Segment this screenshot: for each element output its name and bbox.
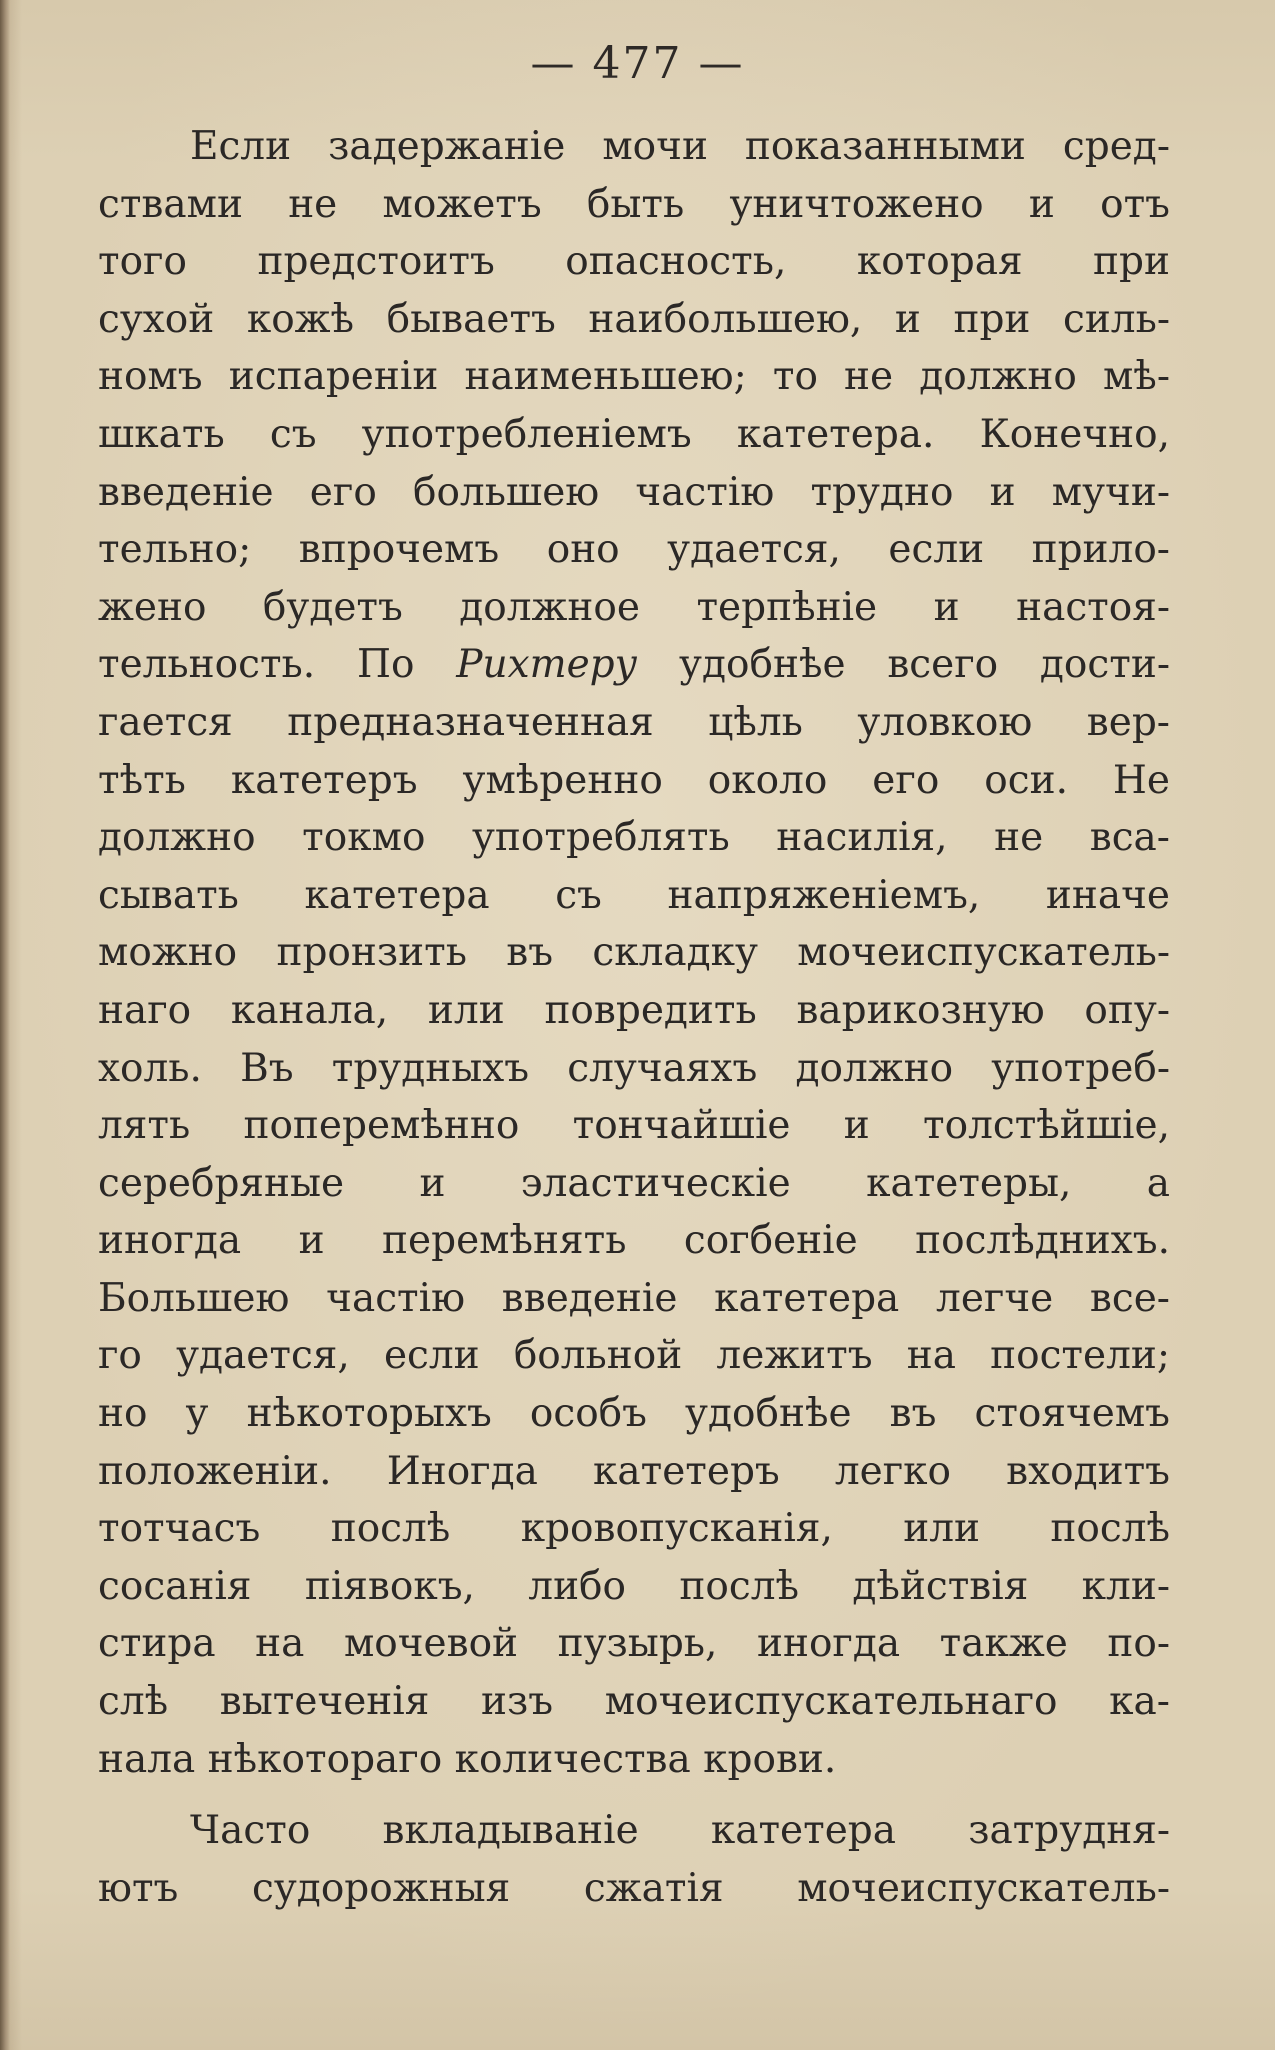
text-line: того предстоитъ опасность, которая при [98,239,1170,285]
text-line: иногда и перемѣнять согбеніе послѣднихъ. [98,1218,1170,1264]
text-line: Если задержаніе мочи показанными сред- [190,124,1170,169]
text-line: сосанія піявокъ, либо послѣ дѣйствія кли- [98,1563,1170,1609]
paragraph [98,1802,1170,1917]
text-line: положеніи. Иногда катетеръ легко входитъ [98,1448,1170,1494]
text-line: Большею частію введеніе катетера легче все- [98,1275,1170,1321]
text-line: гается предназначенная цѣль уловкою вер- [98,699,1170,745]
text-line: должно токмо употреблять насилія, не вса- [98,815,1170,861]
text-line: жено будетъ должное терпѣніе и настоя- [98,584,1170,630]
italic-name: Рихтеру [456,642,638,688]
text-line: шкать съ употребленіемъ катетера. Конечно, [98,411,1170,457]
text-line: тельно; впрочемъ оно удается, если прило- [98,527,1170,573]
binding-edge [0,0,10,2050]
text-line: но у нѣкоторыхъ особъ удобнѣе въ стоячемъ [98,1391,1170,1437]
body-text [98,118,1170,1917]
text-line: слѣ вытеченія изъ мочеиспускательнаго ка- [98,1679,1170,1725]
text-line: холь. Въ трудныхъ случаяхъ должно употреб- [98,1045,1170,1091]
text-line: можно пронзить въ складку мочеиспускатель- [98,930,1170,976]
text-line: тѣть катетеръ умѣренно около его оси. Не [98,757,1170,803]
text-line: тотчасъ послѣ кровопусканія, или послѣ [98,1506,1170,1552]
paragraph [98,118,1170,1788]
text-line: нала нѣкотораго количества крови. [98,1736,837,1782]
text-line: тельность. По Рихтеру удобнѣе всего дости- [98,642,1170,688]
text-line: введеніе его большею частію трудно и мучи- [98,469,1170,515]
text-line: го удается, если больной лежитъ на постели; [98,1333,1170,1379]
text-line: сухой кожѣ бываетъ наибольшею, и при силь- [98,296,1170,342]
text-line: стира на мочевой пузырь, иногда также по- [98,1621,1170,1667]
text-line: ютъ судорожныя сжатія мочеиспускатель- [98,1865,1170,1911]
text-line: номъ испареніи наименьшею; то не должно мѣ- [98,354,1170,400]
paragraph-gap [98,1788,1170,1802]
page-number: — 477 — [530,38,745,89]
text-line: лять поперемѣнно тончайшіе и толстѣйшіе, [98,1103,1170,1149]
text-line: Часто вкладываніе катетера затрудня- [190,1808,1170,1854]
text-line: наго канала, или повредить варикозную опу- [98,987,1170,1033]
text-line: сывать катетера съ напряженіемъ, иначе [98,872,1170,918]
text-line: серебряные и эластическіе катетеры, а [98,1160,1170,1206]
text-line: ствами не можетъ быть уничтожено и отъ [98,181,1170,227]
